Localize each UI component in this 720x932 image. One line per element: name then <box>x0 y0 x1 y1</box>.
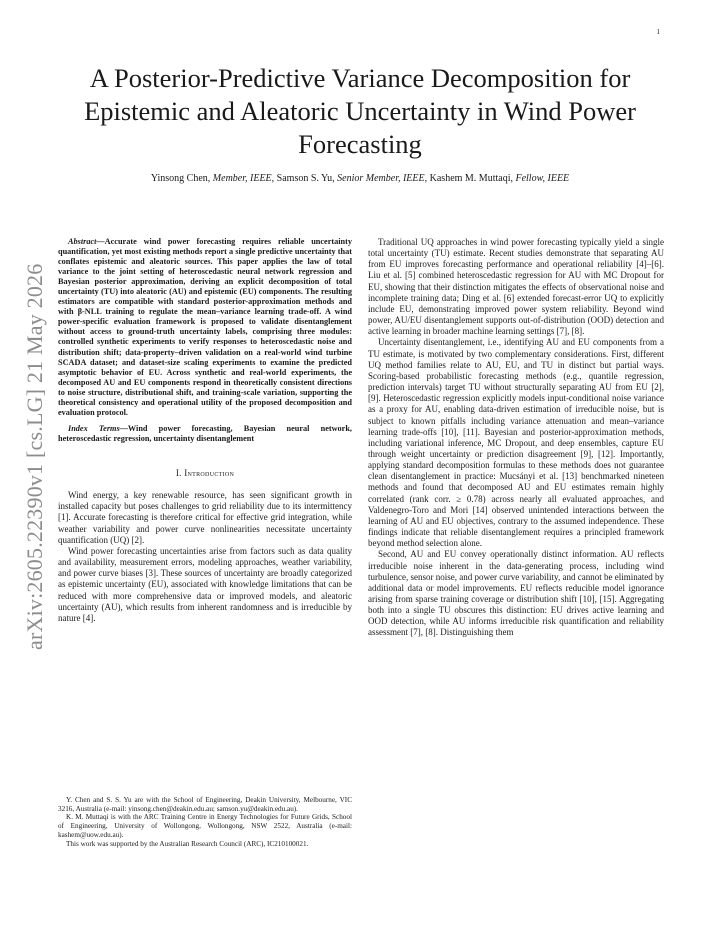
page-number: 1 <box>656 28 660 36</box>
author-role: Senior Member, IEEE <box>337 173 425 184</box>
abstract-text: Accurate wind power forecasting requires reliable uncertainty quantification, yet most existing methods report a single predictive uncertainty that conflates epistemic and aleatoric sources. This paper applies the law of total variance to the joint setting of heteroscedastic neural network regression and Bayesian posterior approximation, deriving an explicit decomposition of total uncertainty (TU) into aleatoric (AU) and epistemic (EU) components. The resulting estimators are compatible with standard posterior-approximation methods and with β-NLL training to regulate the mean–variance learning trade-off. A wind power-specific evaluation framework is proposed to validate disentanglement without access to ground-truth uncertainty labels, comprising three modules: controlled synthetic experiments to verify responses to heteroscedastic noise and distribution shift; data-property–driven validation on a real-world wind turbine SCADA dataset; and dataset-size scaling experiments to examine the predicted asymptotic behavior of EU. Across synthetic and real-world experiments, the decomposed AU and EU components respond in theoretically consistent directions to noise structure, distributional shift, and training-scale variation, supporting the theoretical consistency and operational utility of the proposed decomposition and evaluation protocol. <box>58 237 352 417</box>
author-name: Kashem M. Muttaqi <box>429 173 511 184</box>
index-terms-text: Wind power forecasting, Bayesian neural network, heteroscedastic regression, uncertainty disentanglement <box>58 423 352 443</box>
body-paragraph: Second, AU and EU convey operationally distinct information. AU reflects irreducible noise inherent in the data-generating process, including wind turbulence, sensor noise, and power curve variability, and cannot be eliminated by additional data or model improvements. EU reflects reducible model ignorance arising from sparse training coverage or distribution shift [10], [15]. Aggregating both into a single TU obscures this distinction: EU drives active learning and OOD detection, while AU informs irreducible risk quantification and reliability assessment [7], [8]. Distinguishing them <box>368 549 664 638</box>
footnote: This work was supported by the Australian Research Council (ARC), IC210100021. <box>66 839 309 848</box>
index-terms: Index Terms—Wind power forecasting, Bayesian neural network, heteroscedastic regression, uncertainty disentanglement <box>58 423 352 443</box>
author-line: Yinsong Chen, Member, IEEE, Samson S. Yu, Senior Member, IEEE, Kashem M. Muttaqi, Fellow, IEEE <box>150 173 570 184</box>
footnote: K. M. Muttaqi is with the ARC Training Centre in Energy Technologies for Future Grids, School of Engineering, University of Wollongong, Wollongong, NSW 2522, Australia (e-mail: kashem@uow.edu.au). <box>58 813 352 839</box>
author-role: Member, IEEE <box>212 173 272 184</box>
footnotes <box>58 796 352 848</box>
left-column <box>58 237 352 624</box>
arxiv-identifier-stamp: arXiv:2605.22390v1 [cs.LG] 21 May 2026 <box>22 263 47 650</box>
paper-title: A Posterior-Predictive Variance Decomposition for Epistemic and Aleatoric Uncertainty in Wind Power Forecasting <box>84 63 636 159</box>
abstract-label: Abstract <box>68 237 97 246</box>
body-paragraph: Wind energy, a key renewable resource, has seen significant growth in installed capacity but poses challenges to grid reliability due to its intermittency [1]. Accurate forecasting is therefore critical for effective grid integration, while weather variability and power curve nonlinearities necessitate uncertainty quantification (UQ) [2]. <box>58 490 352 545</box>
abstract: Abstract—Accurate wind power forecasting requires reliable uncertainty quantification, yet most existing methods report a single predictive uncertainty that conflates epistemic and aleatoric sources. This paper applies the law of total variance to the joint setting of heteroscedastic neural network regression and Bayesian posterior approximation, deriving an explicit decomposition of total uncertainty (TU) into aleatoric (AU) and epistemic (EU) components. The resulting estimators are compatible with standard posterior-approximation methods and with β-NLL training to regulate the mean–variance learning trade-off. A wind power-specific evaluation framework is proposed to validate disentanglement without access to ground-truth uncertainty labels, comprising three modules: controlled synthetic experiments to verify responses to heteroscedastic noise and distribution shift; data-property–driven validation on a real-world wind turbine SCADA dataset; and dataset-size scaling experiments to examine the predicted asymptotic behavior of EU. Across synthetic and real-world experiments, the decomposed AU and EU components respond in theoretically consistent directions to noise structure, distributional shift, and training-scale variation, supporting the theoretical consistency and operational utility of the proposed decomposition and evaluation protocol. <box>58 237 352 417</box>
section-heading: I. Introduction <box>175 467 235 478</box>
footnote: Y. Chen and S. S. Yu are with the School of Engineering, Deakin University, Melbourne, VIC 3216, Australia (e-mail: yinsong.chen@deakin.edu.au; samson.yu@deakin.edu.au). <box>58 796 352 813</box>
body-paragraph: Traditional UQ approaches in wind power forecasting typically yield a single total uncertainty (TU) estimate. Recent studies demonstrate that separating AU from EU improves forecasting performance and operational reliability [4]–[6]. Liu et al. [5] combined heteroscedastic regression for AU with MC Dropout for EU, showing that their distinction mitigates the effects of observational noise and incomplete training data; Ding et al. [6] extended forecast-error UQ to explicitly include EU, demonstrating improved power system reliability. Beyond wind power, AU/EU disentanglement supports out-of-distribution (OOD) detection and active learning in broader machine learning settings [7], [8]. <box>368 237 664 337</box>
author-name: Yinsong Chen <box>150 173 208 184</box>
index-terms-label: Index Terms <box>68 423 120 433</box>
author-name: Samson S. Yu <box>276 173 333 184</box>
body-paragraph: Uncertainty disentanglement, i.e., identifying AU and EU components from a TU estimate, is motivated by two complementary considerations. First, different UQ method families relate to AU, EU, and TU in distinct but partial ways. Scoring-based probabilistic forecasting methods (e.g., quantile regression, prediction intervals) target TU without structurally separating AU from EU [2], [9]. Heteroscedastic regression explicitly models input-conditional noise variance as a proxy for AU, enabling data-driven estimation of irreducible noise, but is subject to known pitfalls including variance attenuation and mean–variance learning trade-offs [10], [11]. Bayesian and posterior-approximation methods, including variational inference, MC Dropout, and deep ensembles, capture EU through weight uncertainty or prediction disagreement [9], [12]. Importantly, applying standard decomposition formulas to these methods does not guarantee clean disentanglement in practice: Mucsányi et al. [13] benchmarked nineteen methods and found that decomposed AU and EU estimates remain highly correlated (rank corr. ≥ 0.78) across nearly all evaluated approaches, and Valdenegro-Toro and Mori [14] observed unintended interactions between the learning of AU and EU objectives, contrary to the assumed independence. These findings indicate that reliable disentanglement requires a principled framework beyond method selection alone. <box>368 337 664 549</box>
body-paragraph: Wind power forecasting uncertainties arise from factors such as data quality and availability, measurement errors, modeling approaches, weather variability, and power curve biases [3]. These sources of uncertainty are broadly categorized as epistemic uncertainty (EU), associated with knowledge limitations that can be reduced with more comprehensive data or improved models, and aleatoric uncertainty (AU), which results from inherent randomness and is irreducible by nature [4]. <box>58 545 352 623</box>
author-role: Fellow, IEEE <box>515 173 570 184</box>
right-column <box>368 237 664 639</box>
